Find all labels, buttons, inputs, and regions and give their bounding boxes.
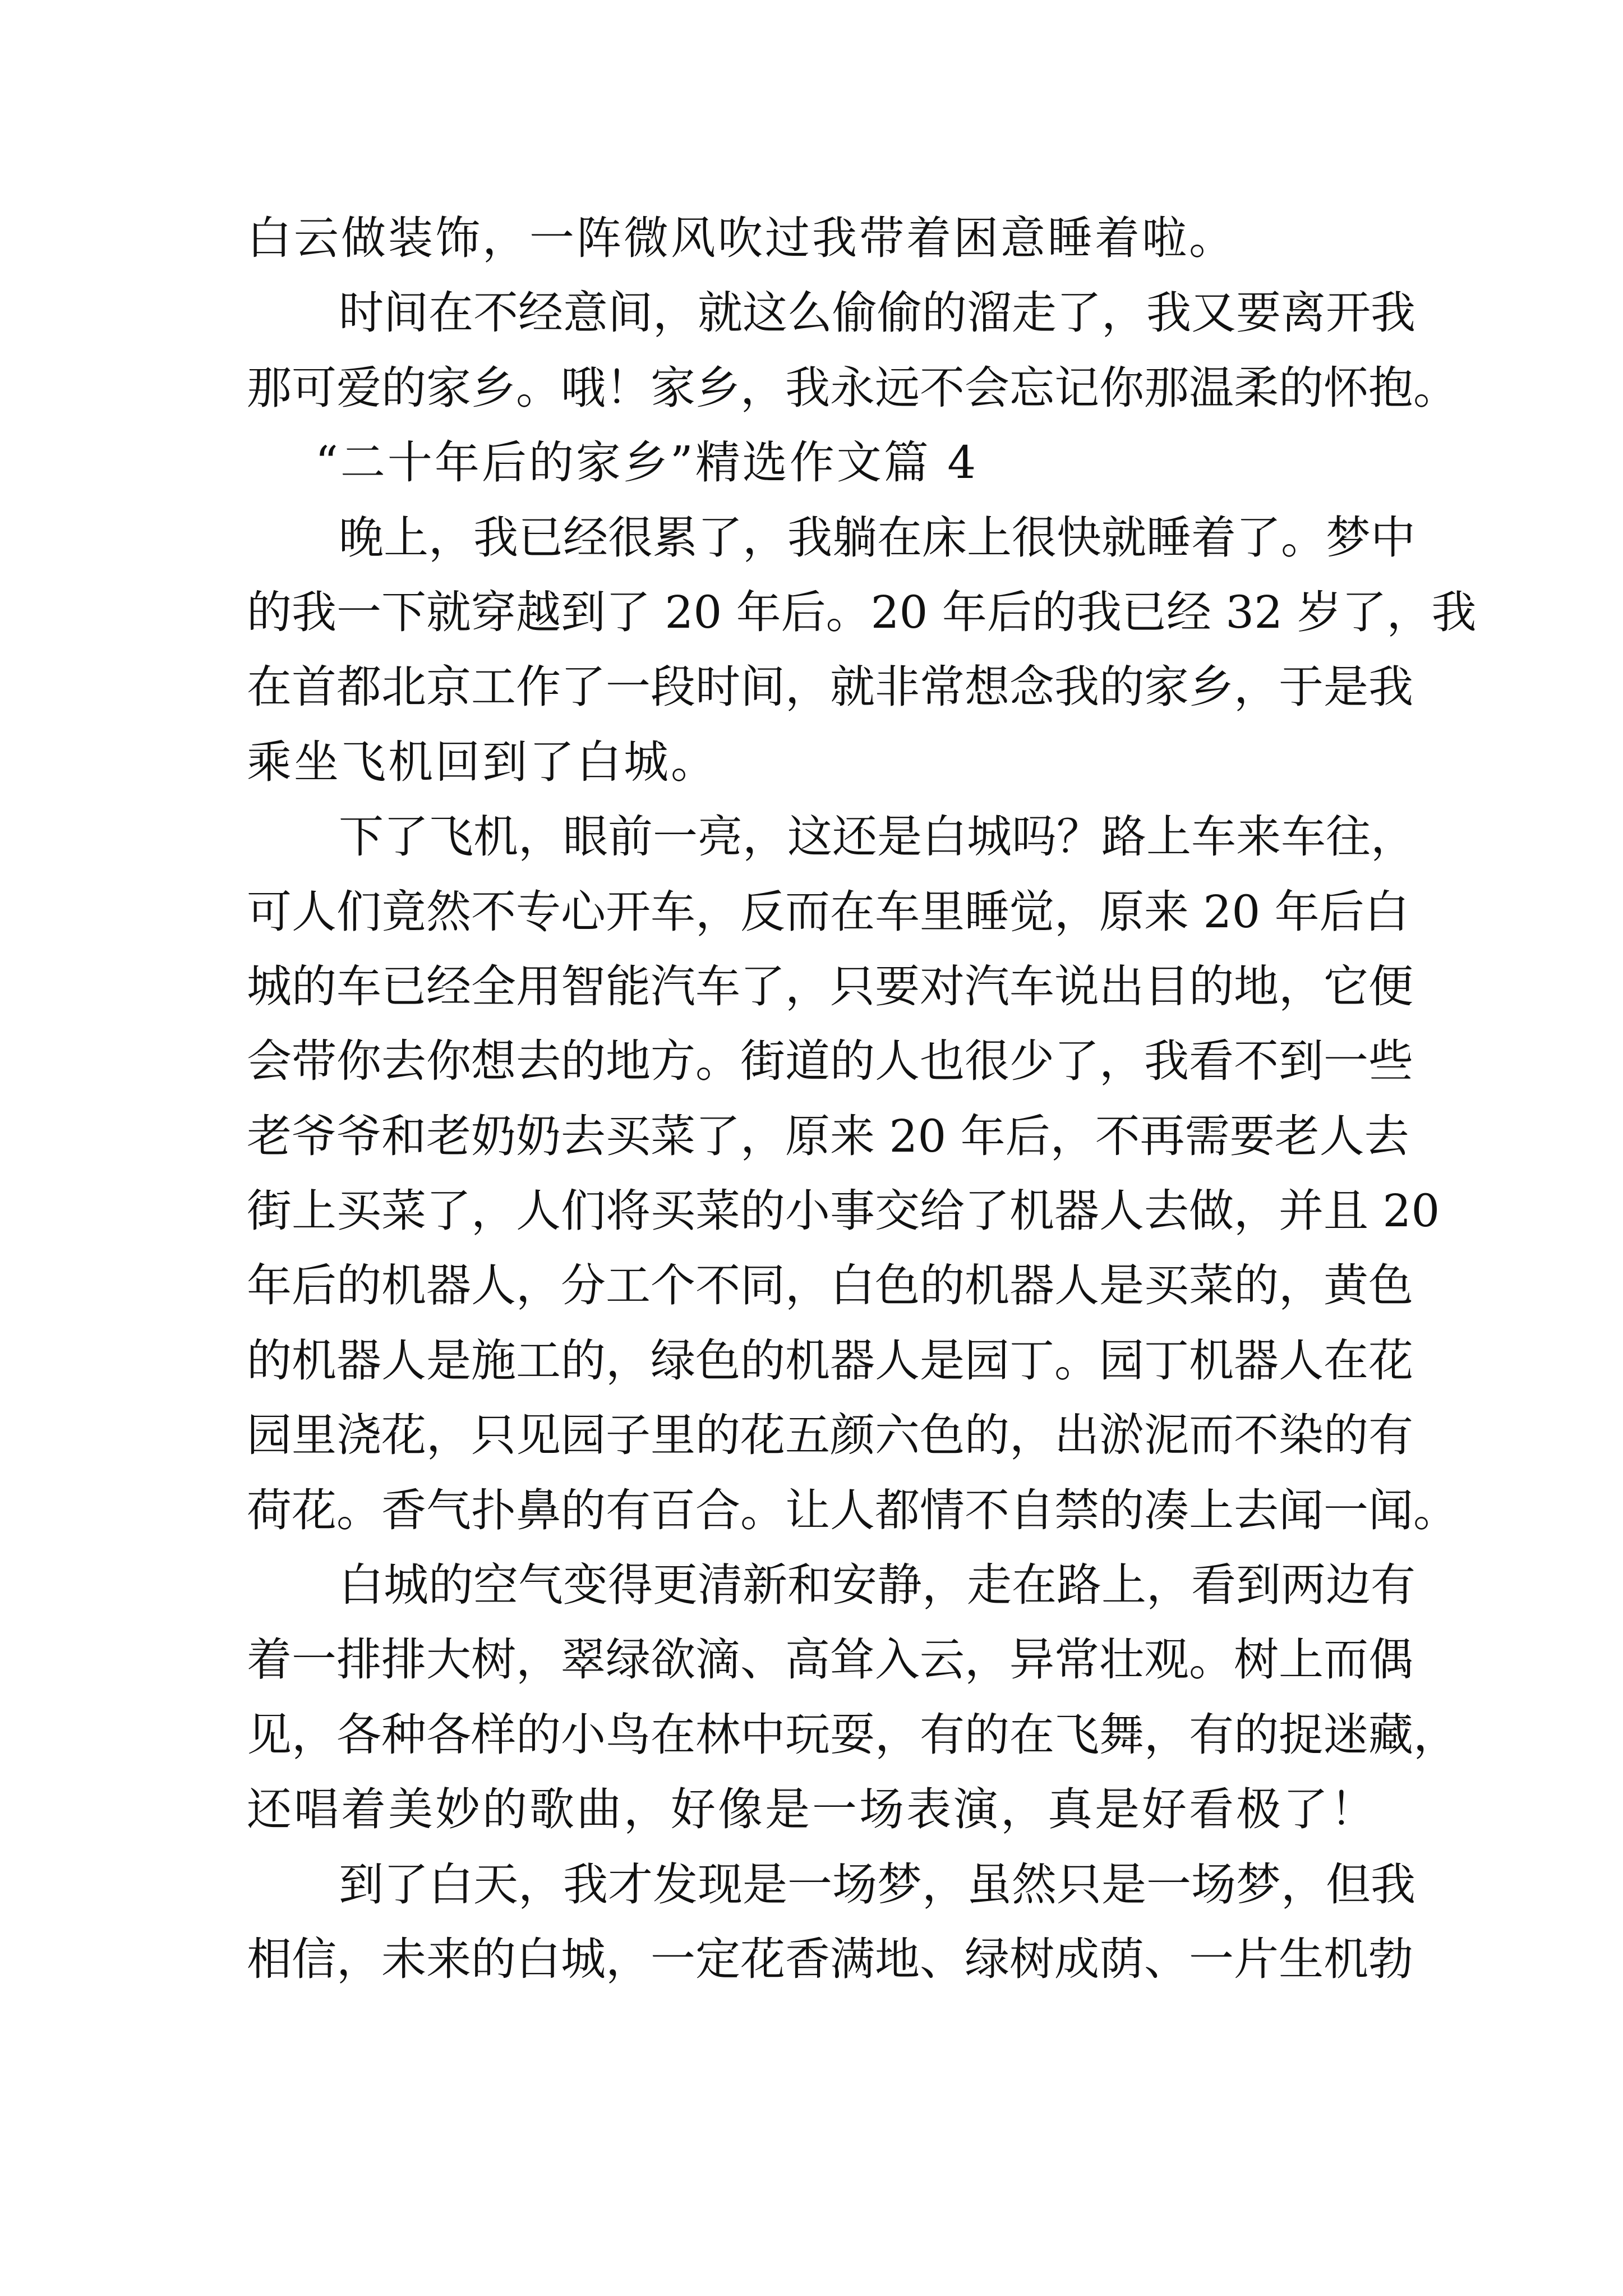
text-line: 老爷爷和老奶奶去买菜了，原来 20 年后，不再需要老人去	[247, 1110, 1409, 1162]
text-line: 乘坐飞机回到了白城。	[247, 735, 718, 788]
paragraph-first-line: 白城的空气变得更清新和安静，走在路上，看到两边有	[339, 1559, 1415, 1612]
text-line: 的我一下就穿越到了 20 年后。20 年后的我已经 32 岁了，我	[247, 586, 1477, 638]
text-line: 相信，未来的白城，一定花香满地、绿树成荫、一片生机勃	[247, 1932, 1413, 1985]
section-heading: “二十年后的家乡”精选作文篇 4	[315, 436, 979, 489]
text-line: 街上买菜了，人们将买菜的小事交给了机器人去做，并且 20	[247, 1185, 1440, 1237]
text-line: 还唱着美妙的歌曲，好像是一场表演，真是好看极了！	[247, 1783, 1377, 1836]
paragraph-first-line: 晚上，我已经很累了，我躺在床上很快就睡着了。梦中	[339, 511, 1415, 564]
paragraph-first-line: 时间在不经意间，就这么偷偷的溜走了，我又要离开我	[339, 287, 1415, 339]
text-line: 会带你去你想去的地方。街道的人也很少了，我看不到一些	[247, 1035, 1413, 1088]
paragraph-first-line: 下了飞机，眼前一亮，这还是白城吗？路上车来车往，	[339, 811, 1415, 863]
paragraph-first-line: 到了白天，我才发现是一场梦，虽然只是一场梦，但我	[339, 1858, 1415, 1911]
text-line: 在首都北京工作了一段时间，就非常想念我的家乡，于是我	[247, 661, 1413, 714]
text-line: 的机器人是施工的，绿色的机器人是园丁。园丁机器人在花	[247, 1334, 1413, 1387]
document-body	[247, 201, 1477, 1996]
text-line: 见，各种各样的小鸟在林中玩耍，有的在飞舞，有的捉迷藏，	[247, 1708, 1458, 1761]
text-line: 城的车已经全用智能汽车了，只要对汽车说出目的地，它便	[247, 960, 1413, 1013]
text-line: 那可爱的家乡。哦！家乡，我永远不会忘记你那温柔的怀抱。	[247, 361, 1458, 414]
text-line: 荷花。香气扑鼻的有百合。让人都情不自禁的凑上去闻一闻。	[247, 1484, 1458, 1536]
text-line: 年后的机器人，分工个不同，白色的机器人是买菜的，黄色	[247, 1259, 1413, 1312]
text-line: 白云做装饰，一阵微风吹过我带着困意睡着啦。	[247, 212, 1236, 264]
text-line: 园里浇花，只见园子里的花五颜六色的，出淤泥而不染的有	[247, 1409, 1413, 1462]
text-line: 着一排排大树，翠绿欲滴、高耸入云，异常壮观。树上而偶	[247, 1634, 1413, 1686]
text-line: 可人们竟然不专心开车，反而在车里睡觉，原来 20 年后白	[247, 885, 1409, 938]
